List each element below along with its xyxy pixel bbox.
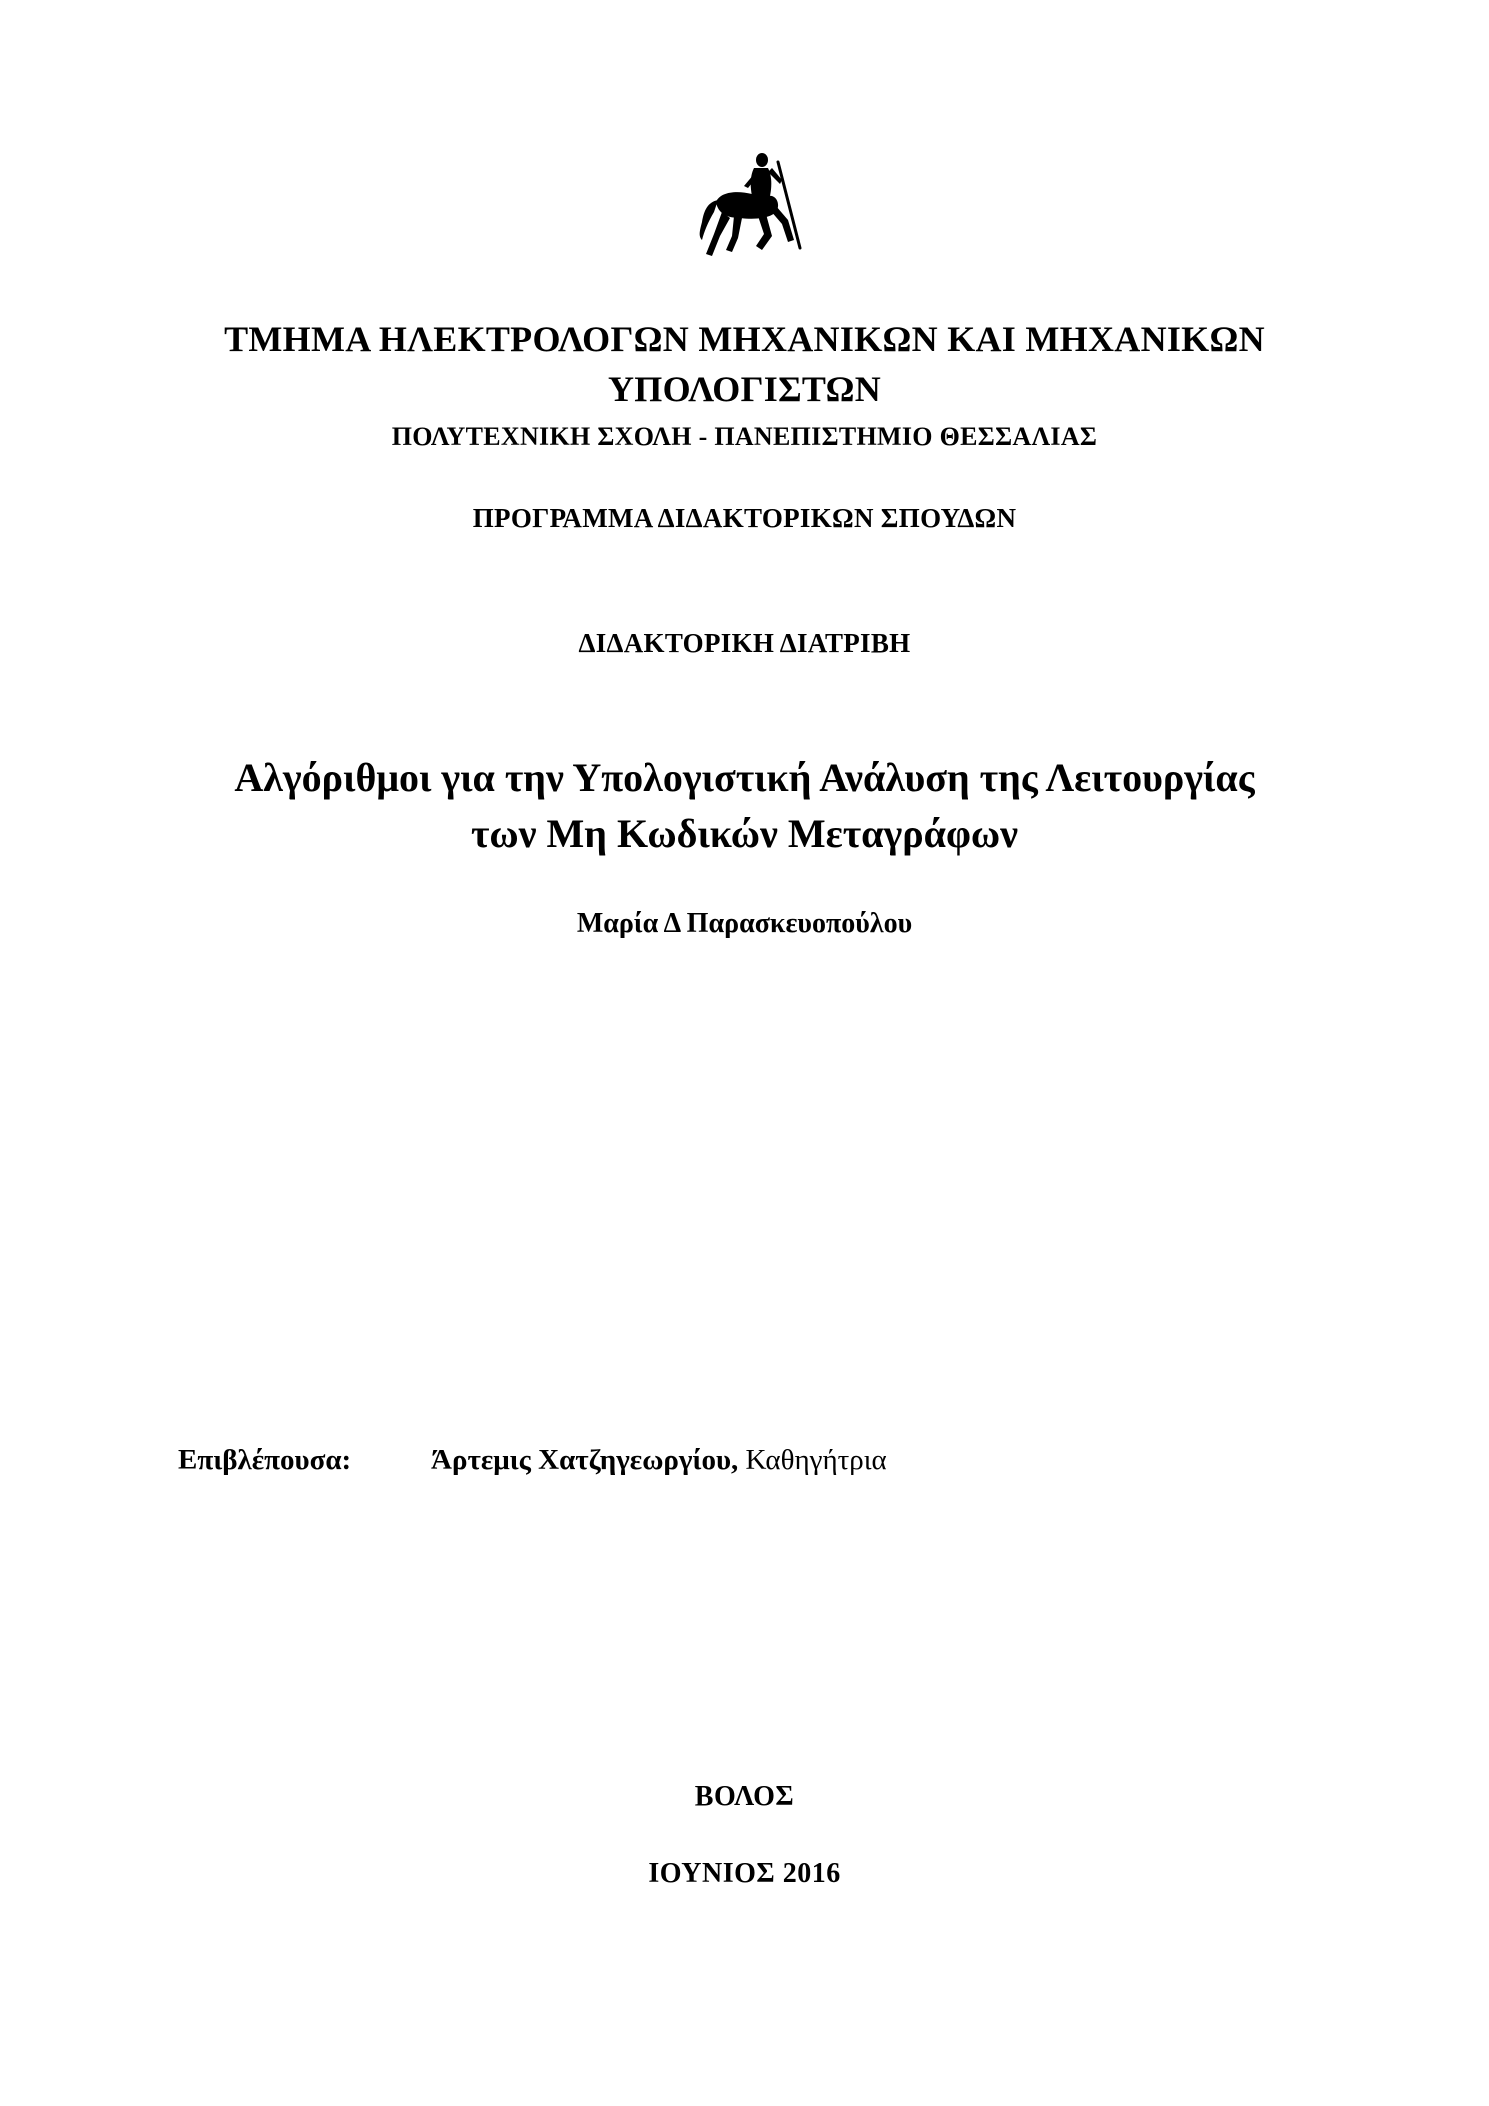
date: ΙΟΥΝΙΟΣ 2016 — [648, 1858, 841, 1889]
author-name: Μαρία Δ Παρασκευοπούλου — [576, 908, 913, 939]
supervisor-role: Καθηγήτρια — [738, 1444, 887, 1476]
thesis-title-line-1: Αλγόριθμοι για την Υπολογιστική Ανάλυση της Λειτουργίας — [234, 755, 1255, 800]
document-type: ΔΙΔΑΚΤΟΡΙΚΗ ΔΙΑΤΡΙΒΗ — [578, 628, 911, 658]
department-name-line-1: ΤΜΗΜΑ ΗΛΕΚΤΡΟΛΟΓΩΝ ΜΗΧΑΝΙΚΩΝ ΚΑΙ ΜΗΧΑΝΙΚΩΝ — [224, 319, 1265, 359]
department-name-line-2: ΥΠΟΛΟΓΙΣΤΩΝ — [607, 369, 882, 409]
school-university-name: ΠΟΛΥΤΕΧΝΙΚΗ ΣΧΟΛΗ - ΠΑΝΕΠΙΣΤΗΜΙΟ ΘΕΣΣΑΛΙΑΣ — [391, 422, 1098, 451]
place: ΒΟΛΟΣ — [694, 1781, 795, 1812]
supervisor-label: Επιβλέπουσα: — [178, 1444, 352, 1476]
program-name: ΠΡΟΓΡΑΜΜΑ ΔΙΔΑΚΤΟΡΙΚΩΝ ΣΠΟΥΔΩΝ — [472, 503, 1017, 533]
supervisor-name: Άρτεμις Χατζηγεωργίου, — [431, 1444, 739, 1476]
thesis-title-line-2: των Μη Κωδικών Μεταγράφων — [470, 811, 1019, 856]
supervisor-info — [431, 1444, 887, 1477]
centaur-emblem-icon — [696, 150, 818, 266]
